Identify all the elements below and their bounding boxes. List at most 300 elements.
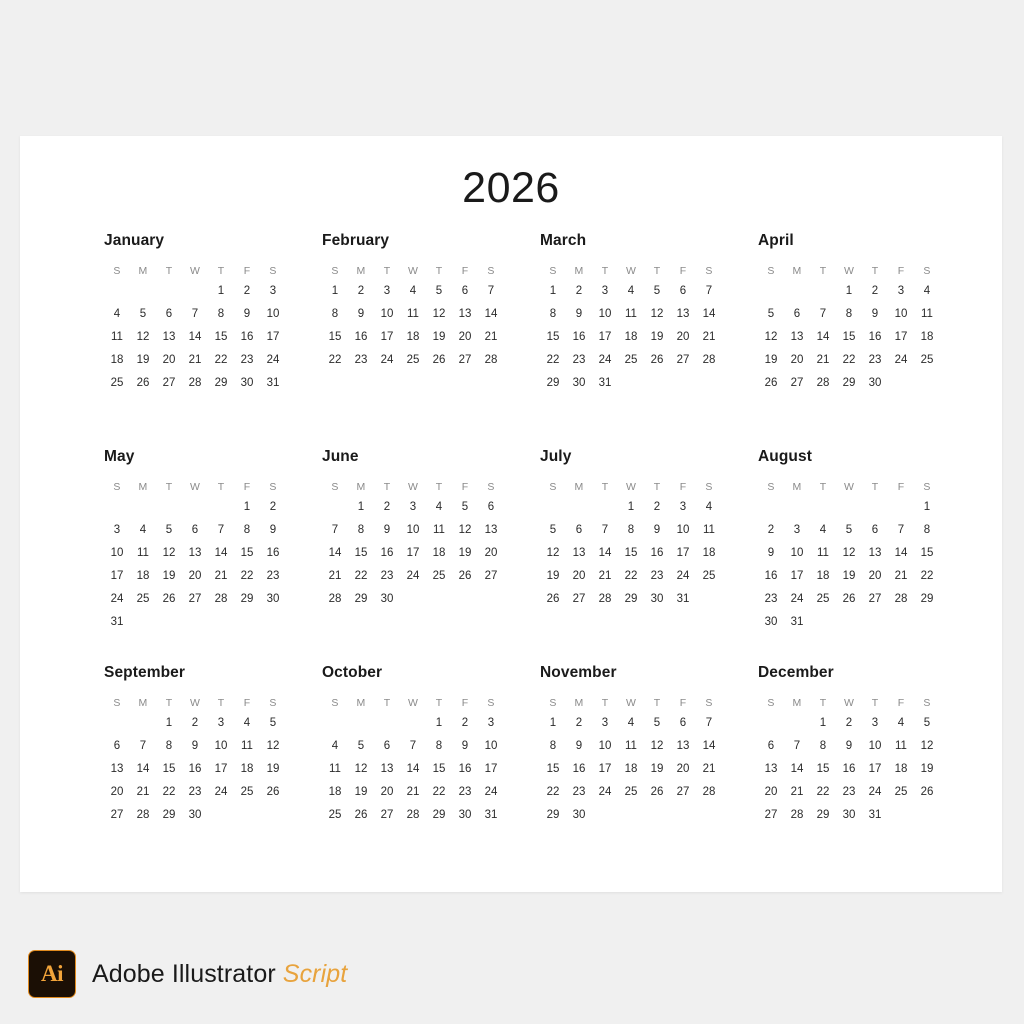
day-cell: 2 bbox=[461, 717, 469, 729]
day-cell: 23 bbox=[842, 786, 856, 798]
week-row bbox=[758, 712, 958, 735]
week-row bbox=[104, 611, 304, 634]
day-cell: 6 bbox=[767, 740, 775, 752]
day-cell: 9 bbox=[243, 308, 251, 320]
day-cell: 4 bbox=[705, 501, 713, 513]
day-cell: 23 bbox=[458, 786, 472, 798]
day-cell: 11 bbox=[137, 547, 149, 559]
day-cell: 8 bbox=[165, 740, 173, 752]
day-cell: 24 bbox=[676, 570, 690, 582]
day-cell: 14 bbox=[484, 308, 498, 320]
day-cell: 14 bbox=[702, 308, 716, 320]
day-cell: 12 bbox=[266, 740, 280, 752]
day-cell: 7 bbox=[217, 524, 225, 536]
day-cell: 7 bbox=[793, 740, 801, 752]
weekday-label: W bbox=[189, 697, 201, 709]
week-row bbox=[540, 372, 740, 395]
day-cell-empty bbox=[478, 588, 504, 611]
day-cell: 11 bbox=[817, 547, 829, 559]
day-cell: 27 bbox=[380, 809, 394, 821]
weekday-label: T bbox=[819, 265, 827, 277]
week-row bbox=[540, 735, 740, 758]
day-cell: 20 bbox=[868, 570, 882, 582]
weekday-header-row bbox=[322, 262, 522, 280]
weekday-label: W bbox=[407, 481, 419, 493]
day-cell: 10 bbox=[214, 740, 228, 752]
day-cell: 17 bbox=[598, 331, 612, 343]
day-cell-empty bbox=[104, 280, 130, 303]
day-cell: 29 bbox=[354, 593, 368, 605]
weekday-label: F bbox=[461, 481, 469, 493]
day-cell: 20 bbox=[484, 547, 498, 559]
week-row bbox=[540, 349, 740, 372]
day-cell: 2 bbox=[243, 285, 251, 297]
day-cell: 20 bbox=[110, 786, 124, 798]
week-row bbox=[322, 519, 522, 542]
day-cell: 8 bbox=[845, 308, 853, 320]
day-cell: 17 bbox=[214, 763, 228, 775]
day-cell: 7 bbox=[487, 285, 495, 297]
weekday-label: W bbox=[407, 265, 419, 277]
week-row bbox=[322, 496, 522, 519]
day-cell-empty bbox=[758, 712, 784, 735]
week-row bbox=[758, 781, 958, 804]
weekday-label: T bbox=[165, 697, 173, 709]
day-cell: 18 bbox=[624, 331, 638, 343]
day-cell: 5 bbox=[139, 308, 147, 320]
day-cell: 7 bbox=[191, 308, 199, 320]
day-cell: 21 bbox=[702, 763, 716, 775]
week-row bbox=[758, 372, 958, 395]
weekday-label: T bbox=[217, 697, 225, 709]
day-cell: 4 bbox=[113, 308, 121, 320]
day-cell: 11 bbox=[921, 308, 933, 320]
day-cell: 5 bbox=[269, 717, 277, 729]
day-cell-empty bbox=[888, 496, 914, 519]
day-cell: 7 bbox=[819, 308, 827, 320]
day-cell: 2 bbox=[845, 717, 853, 729]
day-cell: 21 bbox=[816, 354, 830, 366]
day-cell: 25 bbox=[432, 570, 446, 582]
day-cell-empty bbox=[914, 611, 940, 634]
day-cell: 6 bbox=[871, 524, 879, 536]
weekday-label: M bbox=[138, 265, 148, 277]
day-cell: 22 bbox=[920, 570, 934, 582]
week-row bbox=[104, 565, 304, 588]
weekday-label: S bbox=[767, 481, 775, 493]
day-cell: 20 bbox=[676, 331, 690, 343]
day-cell: 6 bbox=[383, 740, 391, 752]
day-cell: 12 bbox=[650, 308, 664, 320]
week-row bbox=[758, 758, 958, 781]
day-cell: 17 bbox=[790, 570, 804, 582]
weekday-label: T bbox=[165, 481, 173, 493]
day-cell: 3 bbox=[601, 717, 609, 729]
day-cell: 5 bbox=[357, 740, 365, 752]
weekday-label: M bbox=[574, 481, 584, 493]
week-row bbox=[104, 542, 304, 565]
day-cell: 18 bbox=[328, 786, 342, 798]
day-cell: 2 bbox=[575, 285, 583, 297]
weekday-label: W bbox=[843, 265, 855, 277]
month-block bbox=[522, 448, 740, 664]
weekday-label: W bbox=[843, 481, 855, 493]
day-cell: 15 bbox=[328, 331, 342, 343]
weekday-header-row bbox=[540, 478, 740, 496]
week-row bbox=[540, 804, 740, 827]
week-row bbox=[540, 758, 740, 781]
day-cell: 22 bbox=[214, 354, 228, 366]
day-cell: 16 bbox=[572, 331, 586, 343]
weekday-label: M bbox=[356, 481, 366, 493]
day-cell: 26 bbox=[432, 354, 446, 366]
day-cell: 4 bbox=[331, 740, 339, 752]
day-cell: 16 bbox=[458, 763, 472, 775]
weekday-label: W bbox=[625, 481, 637, 493]
day-cell: 31 bbox=[598, 377, 612, 389]
day-cell: 2 bbox=[871, 285, 879, 297]
week-row bbox=[758, 565, 958, 588]
week-row bbox=[758, 735, 958, 758]
day-cell: 11 bbox=[111, 331, 123, 343]
week-row bbox=[104, 349, 304, 372]
week-row bbox=[758, 519, 958, 542]
month-block bbox=[304, 232, 522, 448]
day-cell: 5 bbox=[549, 524, 557, 536]
day-cell-empty bbox=[758, 280, 784, 303]
day-cell: 9 bbox=[653, 524, 661, 536]
calendar-sheet bbox=[20, 136, 1002, 892]
day-cell: 25 bbox=[406, 354, 420, 366]
day-cell: 4 bbox=[627, 285, 635, 297]
day-cell: 8 bbox=[923, 524, 931, 536]
day-cell: 19 bbox=[458, 547, 472, 559]
month-name: December bbox=[758, 664, 834, 681]
day-cell: 17 bbox=[110, 570, 124, 582]
day-cell: 24 bbox=[868, 786, 882, 798]
day-cell: 7 bbox=[139, 740, 147, 752]
day-cell: 14 bbox=[894, 547, 908, 559]
day-cell: 16 bbox=[764, 570, 778, 582]
weekday-label: S bbox=[705, 265, 713, 277]
week-row bbox=[104, 758, 304, 781]
day-cell-empty bbox=[208, 611, 234, 634]
day-cell: 6 bbox=[191, 524, 199, 536]
weekday-label: M bbox=[792, 265, 802, 277]
day-cell: 20 bbox=[380, 786, 394, 798]
week-row bbox=[104, 372, 304, 395]
week-row bbox=[540, 565, 740, 588]
weekday-label: S bbox=[331, 697, 339, 709]
day-cell: 16 bbox=[354, 331, 368, 343]
weekday-label: W bbox=[625, 697, 637, 709]
day-cell: 19 bbox=[546, 570, 560, 582]
day-cell: 3 bbox=[113, 524, 121, 536]
day-cell: 14 bbox=[328, 547, 342, 559]
day-cell: 15 bbox=[920, 547, 934, 559]
day-cell: 1 bbox=[435, 717, 443, 729]
weekday-label: S bbox=[549, 481, 557, 493]
day-cell: 28 bbox=[816, 377, 830, 389]
day-cell: 28 bbox=[702, 786, 716, 798]
day-cell: 17 bbox=[868, 763, 882, 775]
day-cell-empty bbox=[914, 804, 940, 827]
weekday-label: F bbox=[897, 697, 905, 709]
weekday-label: M bbox=[356, 265, 366, 277]
weekday-header-row bbox=[104, 478, 304, 496]
day-cell: 2 bbox=[269, 501, 277, 513]
day-cell: 11 bbox=[407, 308, 419, 320]
day-cell: 26 bbox=[266, 786, 280, 798]
weekday-label: T bbox=[435, 265, 443, 277]
weekday-label: T bbox=[653, 481, 661, 493]
day-cell-empty bbox=[208, 496, 234, 519]
day-cell: 26 bbox=[764, 377, 778, 389]
day-cell: 25 bbox=[624, 354, 638, 366]
day-cell: 13 bbox=[188, 547, 202, 559]
day-cell: 14 bbox=[214, 547, 228, 559]
day-cell: 8 bbox=[549, 308, 557, 320]
week-row bbox=[758, 588, 958, 611]
day-cell: 18 bbox=[110, 354, 124, 366]
weekday-label: S bbox=[269, 697, 277, 709]
day-cell: 17 bbox=[406, 547, 420, 559]
day-cell: 1 bbox=[845, 285, 853, 297]
day-cell-empty bbox=[130, 280, 156, 303]
day-cell: 15 bbox=[546, 763, 560, 775]
month-block bbox=[522, 232, 740, 448]
day-cell: 27 bbox=[572, 593, 586, 605]
day-cell: 25 bbox=[920, 354, 934, 366]
weekday-label: T bbox=[383, 697, 391, 709]
day-cell: 13 bbox=[458, 308, 472, 320]
day-cell: 22 bbox=[354, 570, 368, 582]
week-row bbox=[104, 519, 304, 542]
weekday-label: W bbox=[407, 697, 419, 709]
day-cell: 12 bbox=[842, 547, 856, 559]
day-cell: 12 bbox=[546, 547, 560, 559]
day-cell-empty bbox=[182, 496, 208, 519]
day-cell: 22 bbox=[432, 786, 446, 798]
day-cell-empty bbox=[348, 712, 374, 735]
weekday-label: F bbox=[461, 265, 469, 277]
day-cell: 13 bbox=[572, 547, 586, 559]
weekday-label: S bbox=[767, 697, 775, 709]
weekday-label: T bbox=[217, 265, 225, 277]
day-cell: 7 bbox=[409, 740, 417, 752]
week-row bbox=[540, 542, 740, 565]
day-cell: 3 bbox=[409, 501, 417, 513]
day-cell: 27 bbox=[676, 786, 690, 798]
day-cell: 2 bbox=[767, 524, 775, 536]
day-cell: 28 bbox=[406, 809, 420, 821]
day-cell: 28 bbox=[214, 593, 228, 605]
month-name: November bbox=[540, 664, 617, 681]
day-cell: 24 bbox=[598, 354, 612, 366]
month-name: August bbox=[758, 448, 812, 465]
day-cell: 6 bbox=[575, 524, 583, 536]
day-cell: 13 bbox=[676, 308, 690, 320]
day-cell: 20 bbox=[162, 354, 176, 366]
day-cell: 28 bbox=[790, 809, 804, 821]
weekday-label: T bbox=[653, 265, 661, 277]
day-cell: 26 bbox=[920, 786, 934, 798]
weekday-label: T bbox=[871, 265, 879, 277]
weekday-label: T bbox=[435, 481, 443, 493]
day-cell: 26 bbox=[136, 377, 150, 389]
day-cell: 24 bbox=[266, 354, 280, 366]
day-cell: 25 bbox=[702, 570, 716, 582]
day-cell: 3 bbox=[269, 285, 277, 297]
month-block bbox=[740, 232, 958, 448]
day-cell: 29 bbox=[240, 593, 254, 605]
footer-app-name: Adobe Illustrator bbox=[92, 959, 276, 988]
day-cell: 31 bbox=[790, 616, 804, 628]
day-cell-empty bbox=[914, 372, 940, 395]
day-cell: 11 bbox=[433, 524, 445, 536]
day-cell: 19 bbox=[842, 570, 856, 582]
weekday-label: S bbox=[113, 697, 121, 709]
weekday-label: S bbox=[113, 265, 121, 277]
month-name: March bbox=[540, 232, 587, 249]
day-cell: 18 bbox=[894, 763, 908, 775]
day-cell: 16 bbox=[266, 547, 280, 559]
day-cell: 26 bbox=[650, 354, 664, 366]
weekday-label: T bbox=[383, 481, 391, 493]
day-cell: 8 bbox=[357, 524, 365, 536]
day-cell: 16 bbox=[188, 763, 202, 775]
day-cell: 28 bbox=[188, 377, 202, 389]
month-name: May bbox=[104, 448, 135, 465]
day-cell-empty bbox=[566, 496, 592, 519]
week-row bbox=[758, 349, 958, 372]
day-cell: 23 bbox=[188, 786, 202, 798]
day-cell-empty bbox=[260, 611, 286, 634]
day-cell: 24 bbox=[598, 786, 612, 798]
week-row bbox=[104, 804, 304, 827]
day-cell: 10 bbox=[676, 524, 690, 536]
day-cell-empty bbox=[182, 280, 208, 303]
weekday-label: T bbox=[601, 481, 609, 493]
week-row bbox=[322, 542, 522, 565]
day-cell: 30 bbox=[764, 616, 778, 628]
day-cell: 18 bbox=[240, 763, 254, 775]
day-cell: 23 bbox=[266, 570, 280, 582]
month-block bbox=[86, 232, 304, 448]
day-cell: 26 bbox=[546, 593, 560, 605]
day-cell: 1 bbox=[217, 285, 225, 297]
weekday-label: W bbox=[189, 265, 201, 277]
day-cell: 18 bbox=[920, 331, 934, 343]
day-cell-empty bbox=[618, 372, 644, 395]
week-row bbox=[322, 326, 522, 349]
day-cell-empty bbox=[104, 496, 130, 519]
week-row bbox=[104, 588, 304, 611]
day-cell: 27 bbox=[868, 593, 882, 605]
day-cell: 7 bbox=[331, 524, 339, 536]
day-cell: 4 bbox=[627, 717, 635, 729]
day-cell: 18 bbox=[624, 763, 638, 775]
day-cell: 1 bbox=[331, 285, 339, 297]
weekday-label: S bbox=[923, 481, 931, 493]
day-cell: 15 bbox=[546, 331, 560, 343]
day-cell: 23 bbox=[380, 570, 394, 582]
week-row bbox=[758, 326, 958, 349]
day-cell: 17 bbox=[266, 331, 280, 343]
day-cell: 8 bbox=[331, 308, 339, 320]
day-cell-empty bbox=[862, 611, 888, 634]
day-cell: 4 bbox=[897, 717, 905, 729]
week-row bbox=[322, 349, 522, 372]
week-row bbox=[540, 781, 740, 804]
day-cell: 13 bbox=[676, 740, 690, 752]
day-cell: 1 bbox=[357, 501, 365, 513]
day-cell: 25 bbox=[328, 809, 342, 821]
weekday-label: F bbox=[243, 481, 251, 493]
day-cell: 10 bbox=[406, 524, 420, 536]
month-block bbox=[304, 448, 522, 664]
weekday-label: M bbox=[356, 697, 366, 709]
day-cell-empty bbox=[784, 280, 810, 303]
day-cell: 30 bbox=[188, 809, 202, 821]
day-cell: 9 bbox=[845, 740, 853, 752]
day-cell-empty bbox=[400, 712, 426, 735]
day-cell: 19 bbox=[432, 331, 446, 343]
day-cell: 3 bbox=[793, 524, 801, 536]
day-cell: 27 bbox=[790, 377, 804, 389]
day-cell: 8 bbox=[217, 308, 225, 320]
day-cell: 15 bbox=[842, 331, 856, 343]
day-cell: 28 bbox=[598, 593, 612, 605]
weekday-label: F bbox=[679, 265, 687, 277]
day-cell: 3 bbox=[897, 285, 905, 297]
day-cell: 13 bbox=[380, 763, 394, 775]
weekday-label: S bbox=[549, 265, 557, 277]
day-cell-empty bbox=[618, 804, 644, 827]
weekday-label: T bbox=[435, 697, 443, 709]
day-cell: 26 bbox=[354, 809, 368, 821]
day-cell: 4 bbox=[139, 524, 147, 536]
day-cell-empty bbox=[130, 712, 156, 735]
day-cell: 4 bbox=[243, 717, 251, 729]
day-cell: 12 bbox=[764, 331, 778, 343]
day-cell: 12 bbox=[432, 308, 446, 320]
day-cell: 19 bbox=[650, 763, 664, 775]
weekday-header-row bbox=[758, 478, 958, 496]
weekday-label: F bbox=[897, 481, 905, 493]
day-cell: 12 bbox=[458, 524, 472, 536]
weekday-label: S bbox=[705, 697, 713, 709]
day-cell: 20 bbox=[790, 354, 804, 366]
day-cell: 30 bbox=[842, 809, 856, 821]
day-cell: 29 bbox=[214, 377, 228, 389]
day-cell-empty bbox=[156, 280, 182, 303]
day-cell-empty bbox=[810, 611, 836, 634]
weekday-label: F bbox=[679, 697, 687, 709]
day-cell: 24 bbox=[406, 570, 420, 582]
day-cell-empty bbox=[862, 496, 888, 519]
day-cell: 22 bbox=[624, 570, 638, 582]
week-row bbox=[540, 280, 740, 303]
day-cell: 25 bbox=[624, 786, 638, 798]
weekday-label: F bbox=[243, 697, 251, 709]
day-cell-empty bbox=[758, 496, 784, 519]
day-cell: 20 bbox=[764, 786, 778, 798]
weekday-label: S bbox=[549, 697, 557, 709]
day-cell: 21 bbox=[702, 331, 716, 343]
week-row bbox=[322, 588, 522, 611]
day-cell: 23 bbox=[572, 786, 586, 798]
